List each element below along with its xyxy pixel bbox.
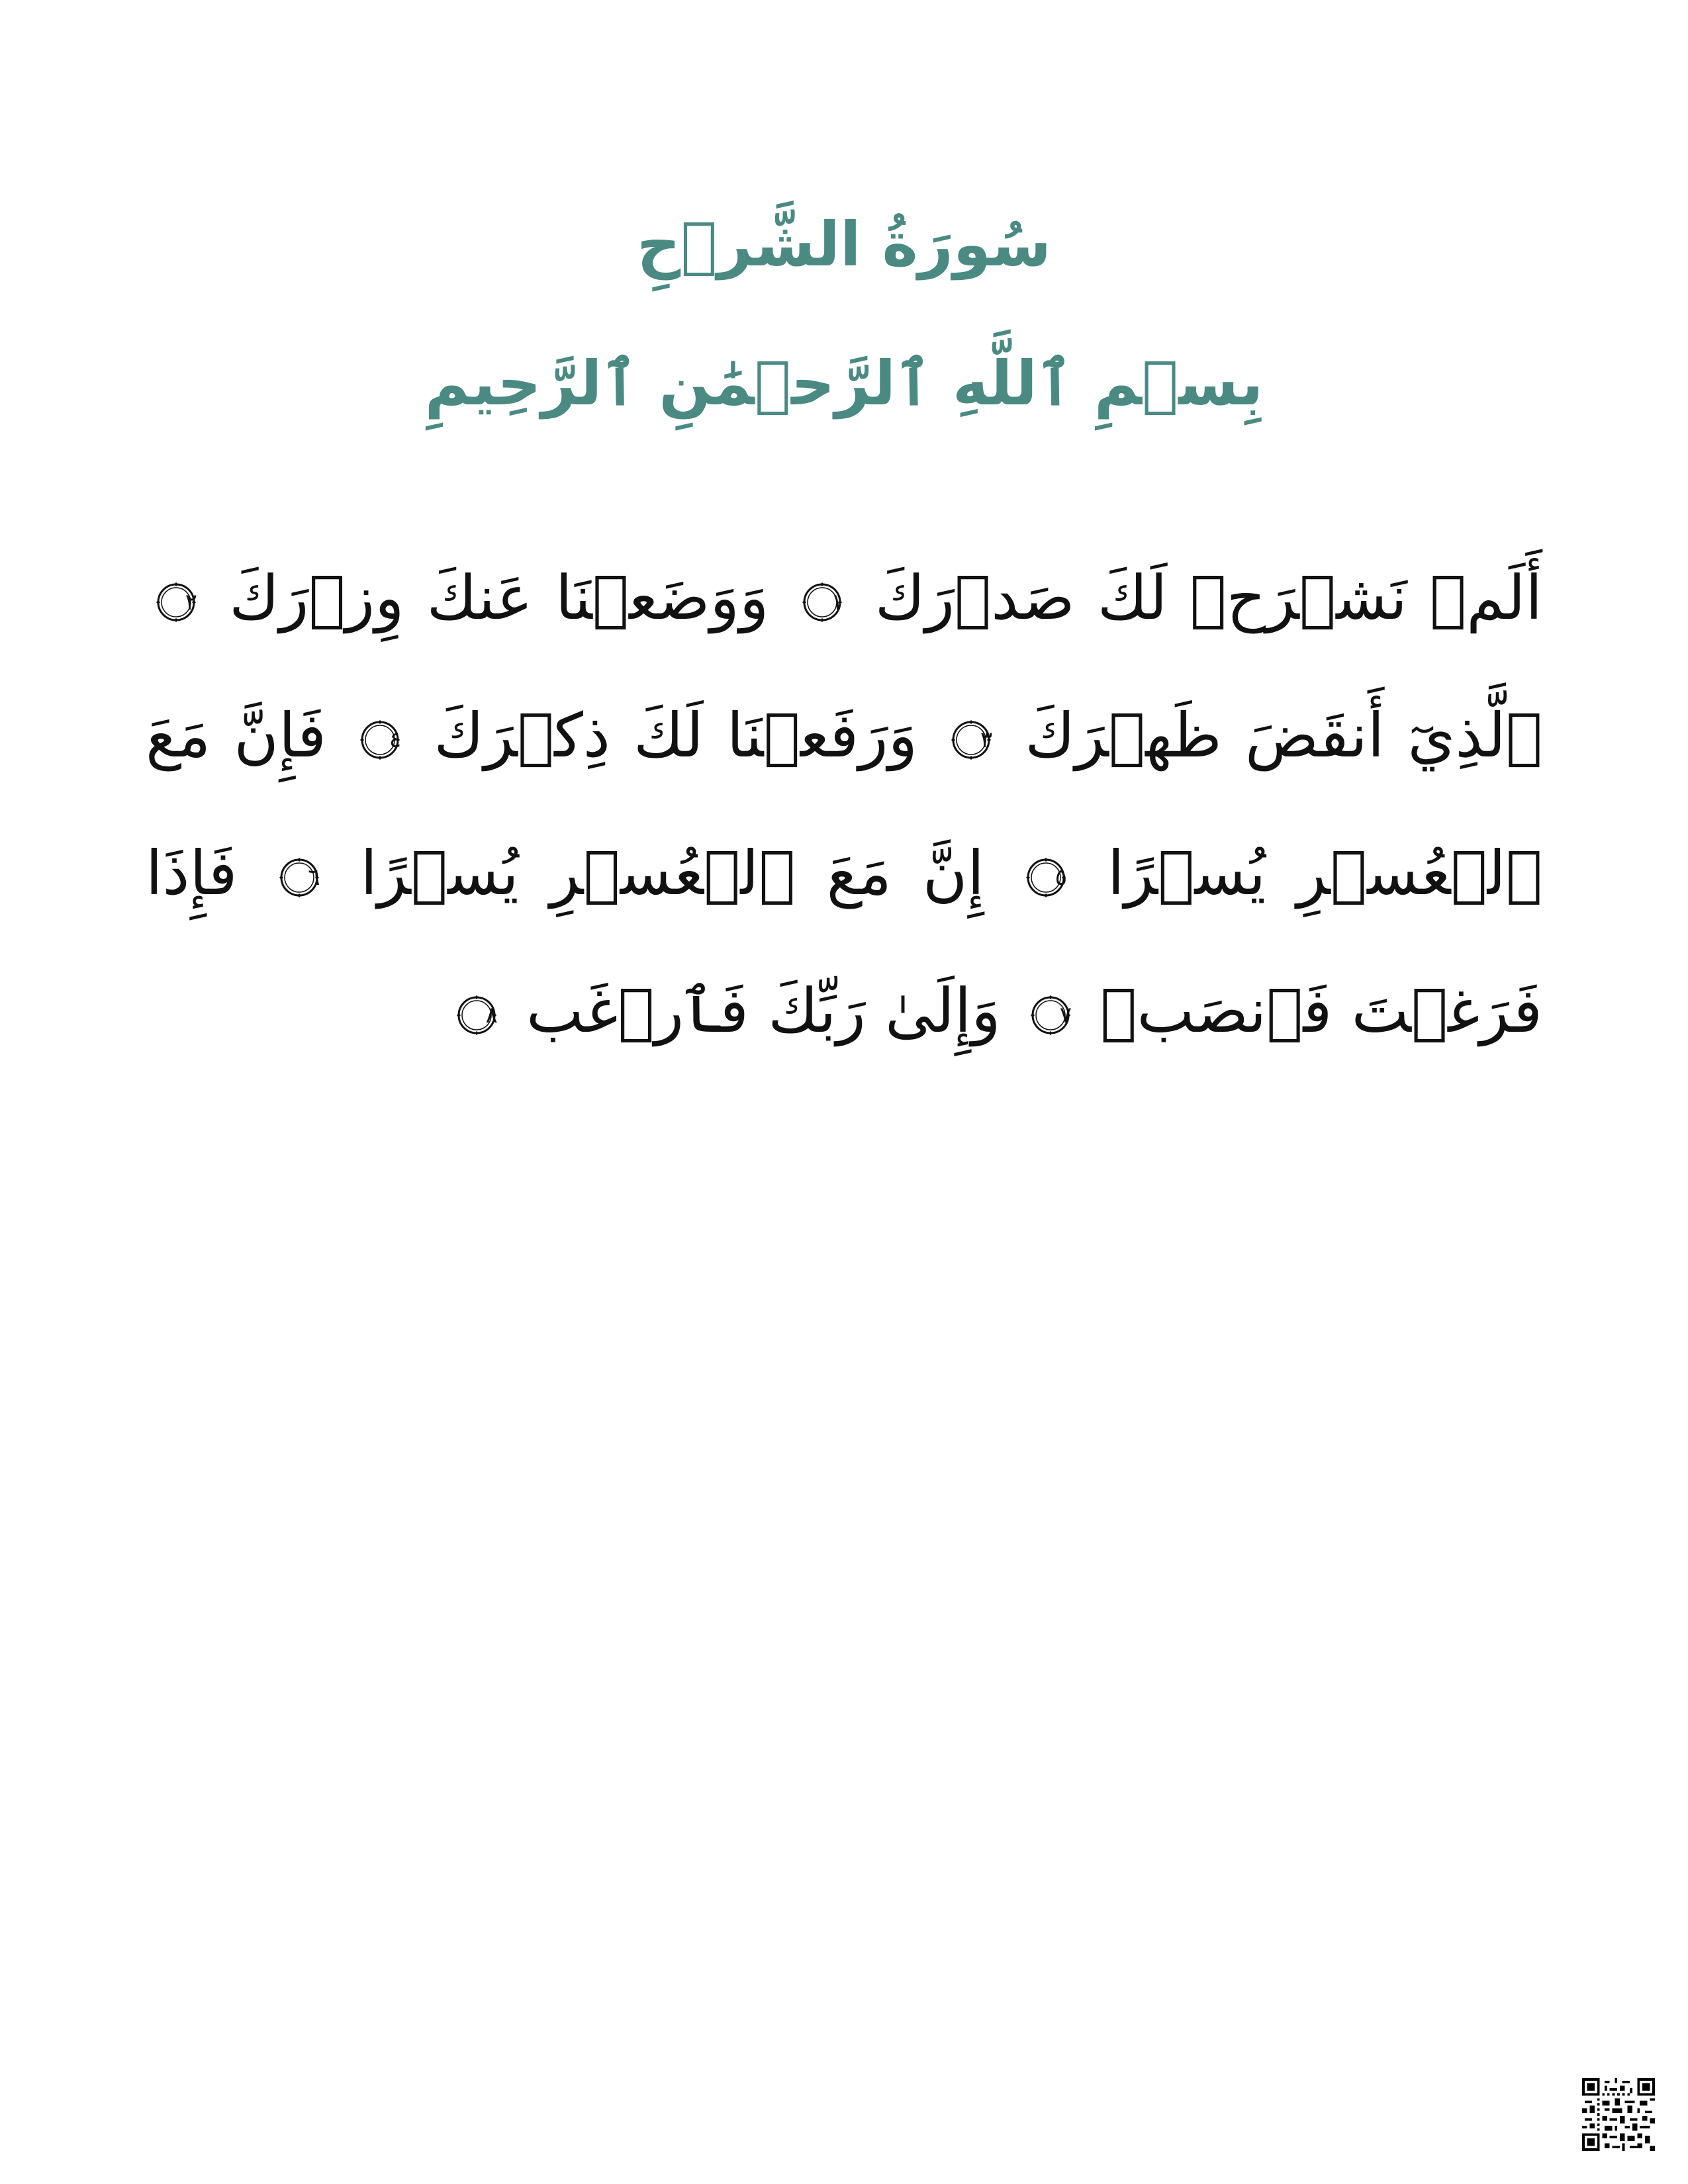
basmala: بِسۡمِ ٱللَّهِ ٱلرَّحۡمَٰنِ ٱلرَّحِيمِ — [424, 348, 1264, 419]
ayah-number: ٣ — [980, 726, 993, 753]
ayah-number: ١ — [831, 588, 843, 615]
verse-text: فَإِذَا فَرَغۡتَ فَٱنصَبۡ — [146, 838, 1542, 1046]
verse-text: فَإِنَّ مَعَ ٱلۡعُسۡرِ يُسۡرًا — [146, 700, 1543, 909]
ayah-number: ٥ — [1055, 864, 1067, 891]
verses-paragraph — [146, 529, 1542, 1080]
ayah-marker-icon — [1029, 994, 1072, 1036]
qr-code-icon — [1582, 2078, 1655, 2151]
ayah-number: ٤ — [389, 726, 402, 753]
verse-text: ٱلَّذِيٓ أَنقَضَ ظَهۡرَكَ — [1025, 700, 1543, 771]
verse-text: أَلَمۡ نَشۡرَحۡ لَكَ صَدۡرَكَ — [874, 563, 1543, 633]
ayah-marker-icon — [359, 719, 401, 761]
ayah-marker-icon — [278, 856, 320, 899]
verse-text: إِنَّ مَعَ ٱلۡعُسۡرِ يُسۡرًا — [360, 838, 984, 909]
surah-title: سُورَةُ الشَّرۡحِ — [637, 209, 1051, 280]
ayah-marker-icon — [455, 994, 498, 1036]
ayah-number: ٢ — [185, 588, 197, 615]
verse-text: وَوَضَعۡنَا عَنكَ وِزۡرَكَ — [229, 563, 769, 633]
ayah-marker-icon — [801, 581, 843, 623]
verse-text: وَرَفَعۡنَا لَكَ ذِكۡرَكَ — [434, 700, 917, 771]
ayah-marker-icon — [155, 581, 197, 623]
verse-text: وَإِلَىٰ رَبِّكَ فَٱرۡغَب — [526, 976, 1001, 1046]
ayah-number: ٨ — [485, 1001, 498, 1028]
ayah-marker-icon — [950, 719, 992, 761]
ayah-number: ٧ — [1059, 1001, 1072, 1028]
ayah-number: ٦ — [308, 864, 320, 891]
ayah-marker-icon — [1025, 856, 1067, 899]
